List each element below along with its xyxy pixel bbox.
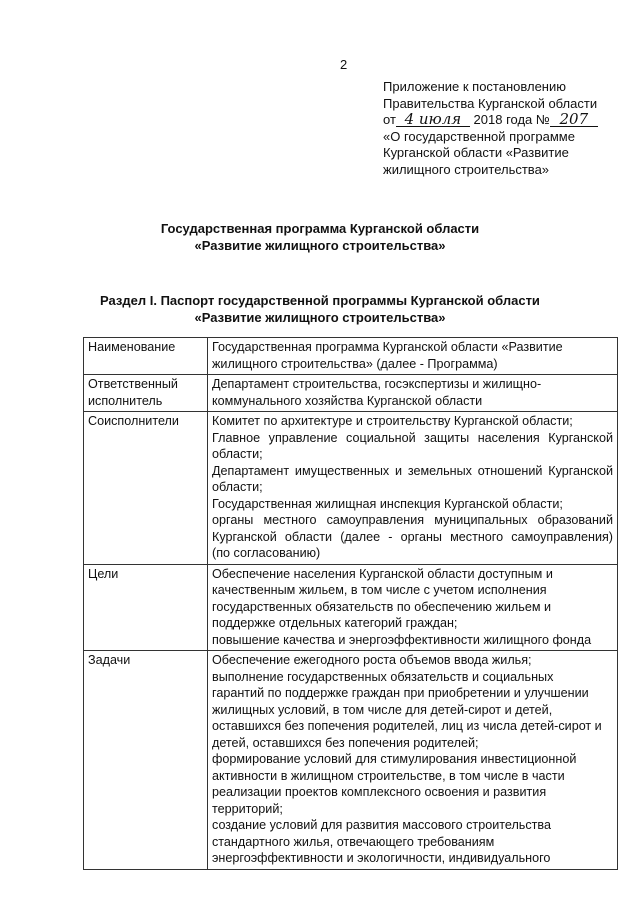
value-line: области; xyxy=(212,480,263,494)
value-line: Департамент строительства, госэкспертизы и жилищно- xyxy=(212,377,542,391)
value-line: жилищных условий, в том числе для детей-сирот и детей, xyxy=(212,702,553,717)
value-line: Департамент имущественных и земельных отношений Курганской xyxy=(212,463,613,478)
row-label xyxy=(84,412,208,565)
row-label xyxy=(84,564,208,651)
value-line: Обеспечение населения Курганской области доступным и xyxy=(212,566,553,581)
value-line: Обеспечение ежегодного роста объемов ввода жилья; xyxy=(212,653,532,667)
year-text: 2018 года № xyxy=(473,112,550,127)
value-line: энергоэффективности и экологичности, индивидуального xyxy=(212,851,551,865)
label-line: Цели xyxy=(88,566,119,581)
row-value xyxy=(208,412,618,565)
value-line: коммунального хозяйства Курганской области xyxy=(212,393,483,408)
value-line: жилищного строительства» (далее - Программа) xyxy=(212,356,498,371)
value-line: области; xyxy=(212,447,263,461)
value-line: Главное управление социальной защиты населения Курганской xyxy=(212,430,613,445)
value-line: реализации проектов комплексного освоения и развития xyxy=(212,785,547,799)
handwritten-number: 207 xyxy=(550,112,598,127)
appendix-date-line xyxy=(383,112,598,129)
value-line: гарантий по поддержке граждан при приобретении и улучшении xyxy=(212,686,589,700)
value-line: качественным жильем, в том числе с учетом исполнения xyxy=(212,583,547,597)
value-line: (по согласованию) xyxy=(212,546,321,560)
value-line: оставшихся без попечения родителей, лиц из числа детей-сирот и xyxy=(212,719,602,733)
value-line: повышение качества и энергоэффективности жилищного фонда xyxy=(212,632,592,647)
value-line: государственных обязательств по обеспечению жильем и xyxy=(212,599,552,614)
title-line: «Развитие жилищного строительства» xyxy=(194,237,446,253)
appendix-line: жилищного строительства» xyxy=(383,161,550,177)
value-line: выполнение государственных обязательств и социальных xyxy=(212,669,554,684)
appendix-line: «О государственной программе xyxy=(383,128,575,144)
label-line: Соисполнители xyxy=(88,414,179,428)
label-line: Наименование xyxy=(88,340,176,354)
value-line: Государственная жилищная инспекция Курганской области; xyxy=(212,496,563,511)
value-line: Комитет по архитектуре и строительству Курганской области; xyxy=(212,414,573,428)
table-row xyxy=(84,651,618,870)
passport-table xyxy=(83,337,618,870)
section-line: «Развитие жилищного строительства» xyxy=(194,309,446,325)
row-label xyxy=(84,338,208,375)
value-line: формирование условий для стимулирования инвестиционной xyxy=(212,752,577,766)
value-line: Курганской области (далее - органы местного самоуправления) xyxy=(212,529,613,544)
row-value xyxy=(208,338,618,375)
document-title xyxy=(0,221,640,254)
row-value xyxy=(208,651,618,870)
section-line: Раздел I. Паспорт государственной программы Курганской области xyxy=(100,293,540,308)
value-line: активности в жилищном строительстве, в том числе в части xyxy=(212,768,565,783)
label-line: Задачи xyxy=(88,653,131,667)
row-label xyxy=(84,375,208,412)
value-line: стандартного жилья, отвечающего требованиям xyxy=(212,834,495,849)
table-row xyxy=(84,375,618,412)
appendix-line: Курганской области «Развитие xyxy=(383,145,569,160)
title-line: Государственная программа Курганской области xyxy=(160,221,480,236)
page-number: 2 xyxy=(340,57,348,72)
table-row xyxy=(84,338,618,375)
section-heading xyxy=(0,293,640,326)
value-line: территорий; xyxy=(212,801,283,816)
row-value xyxy=(208,375,618,412)
value-line: Государственная программа Курганской области «Развитие xyxy=(212,340,563,354)
row-label xyxy=(84,651,208,870)
label-line: исполнитель xyxy=(88,393,163,408)
from-label: от xyxy=(383,112,396,127)
value-line: создание условий для развития массового строительства xyxy=(212,818,551,832)
value-line: поддержке отдельных категорий граждан; xyxy=(212,616,458,630)
appendix-line: Приложение к постановлению xyxy=(383,79,566,94)
table-row xyxy=(84,412,618,565)
row-value xyxy=(208,564,618,651)
value-line: детей, оставшихся без попечения родителей; xyxy=(212,735,479,750)
value-line: органы местного самоуправления муниципальных образований xyxy=(212,513,613,527)
appendix-header xyxy=(383,79,598,178)
appendix-line: Правительства Курганской области xyxy=(383,95,598,111)
table-row xyxy=(84,564,618,651)
handwritten-date: 4 июля xyxy=(396,112,470,127)
label-line: Ответственный xyxy=(88,377,178,391)
